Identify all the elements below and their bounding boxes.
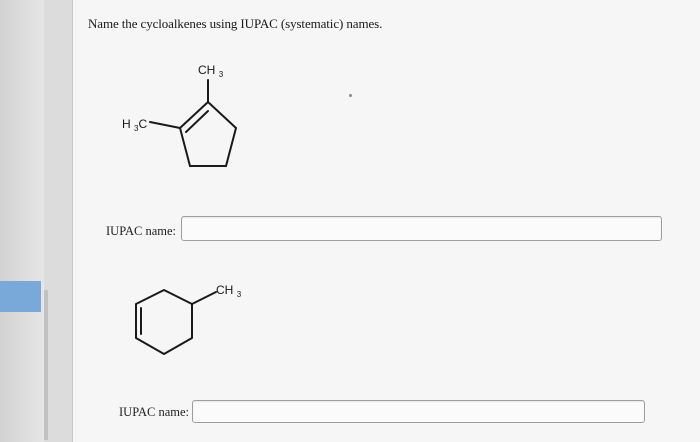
left-sidebar: [0, 0, 44, 442]
iupac-name-input-2[interactable]: [192, 400, 645, 423]
iupac-name-label-2: IUPAC name:: [119, 405, 190, 419]
decorative-dot: [349, 94, 352, 97]
ring-double-bond-inner: [186, 111, 208, 132]
question-prompt: Name the cycloalkenes using IUPAC (systematic) names.: [88, 16, 383, 31]
sidebar-active-marker[interactable]: [0, 281, 41, 312]
iupac-name-label-1: IUPAC name:: [106, 224, 177, 238]
methyl-label-top: CH $_3$: [198, 63, 224, 79]
methyl-bond-left: [150, 122, 180, 128]
molecule-1-structure: [110, 60, 270, 180]
methyl-label-left: H $_3$C: [122, 117, 148, 133]
methyl-bond: [192, 292, 216, 304]
iupac-name-input-1[interactable]: [181, 216, 662, 241]
ring-bond: [208, 102, 236, 128]
methyl-label: CH $_3$: [216, 283, 242, 299]
ring-bond: [180, 128, 190, 166]
cyclohexene-ring: [136, 290, 192, 354]
molecule-2-structure: [130, 280, 270, 370]
sidebar-scrollbar[interactable]: [44, 290, 48, 440]
ring-bond: [226, 128, 236, 166]
